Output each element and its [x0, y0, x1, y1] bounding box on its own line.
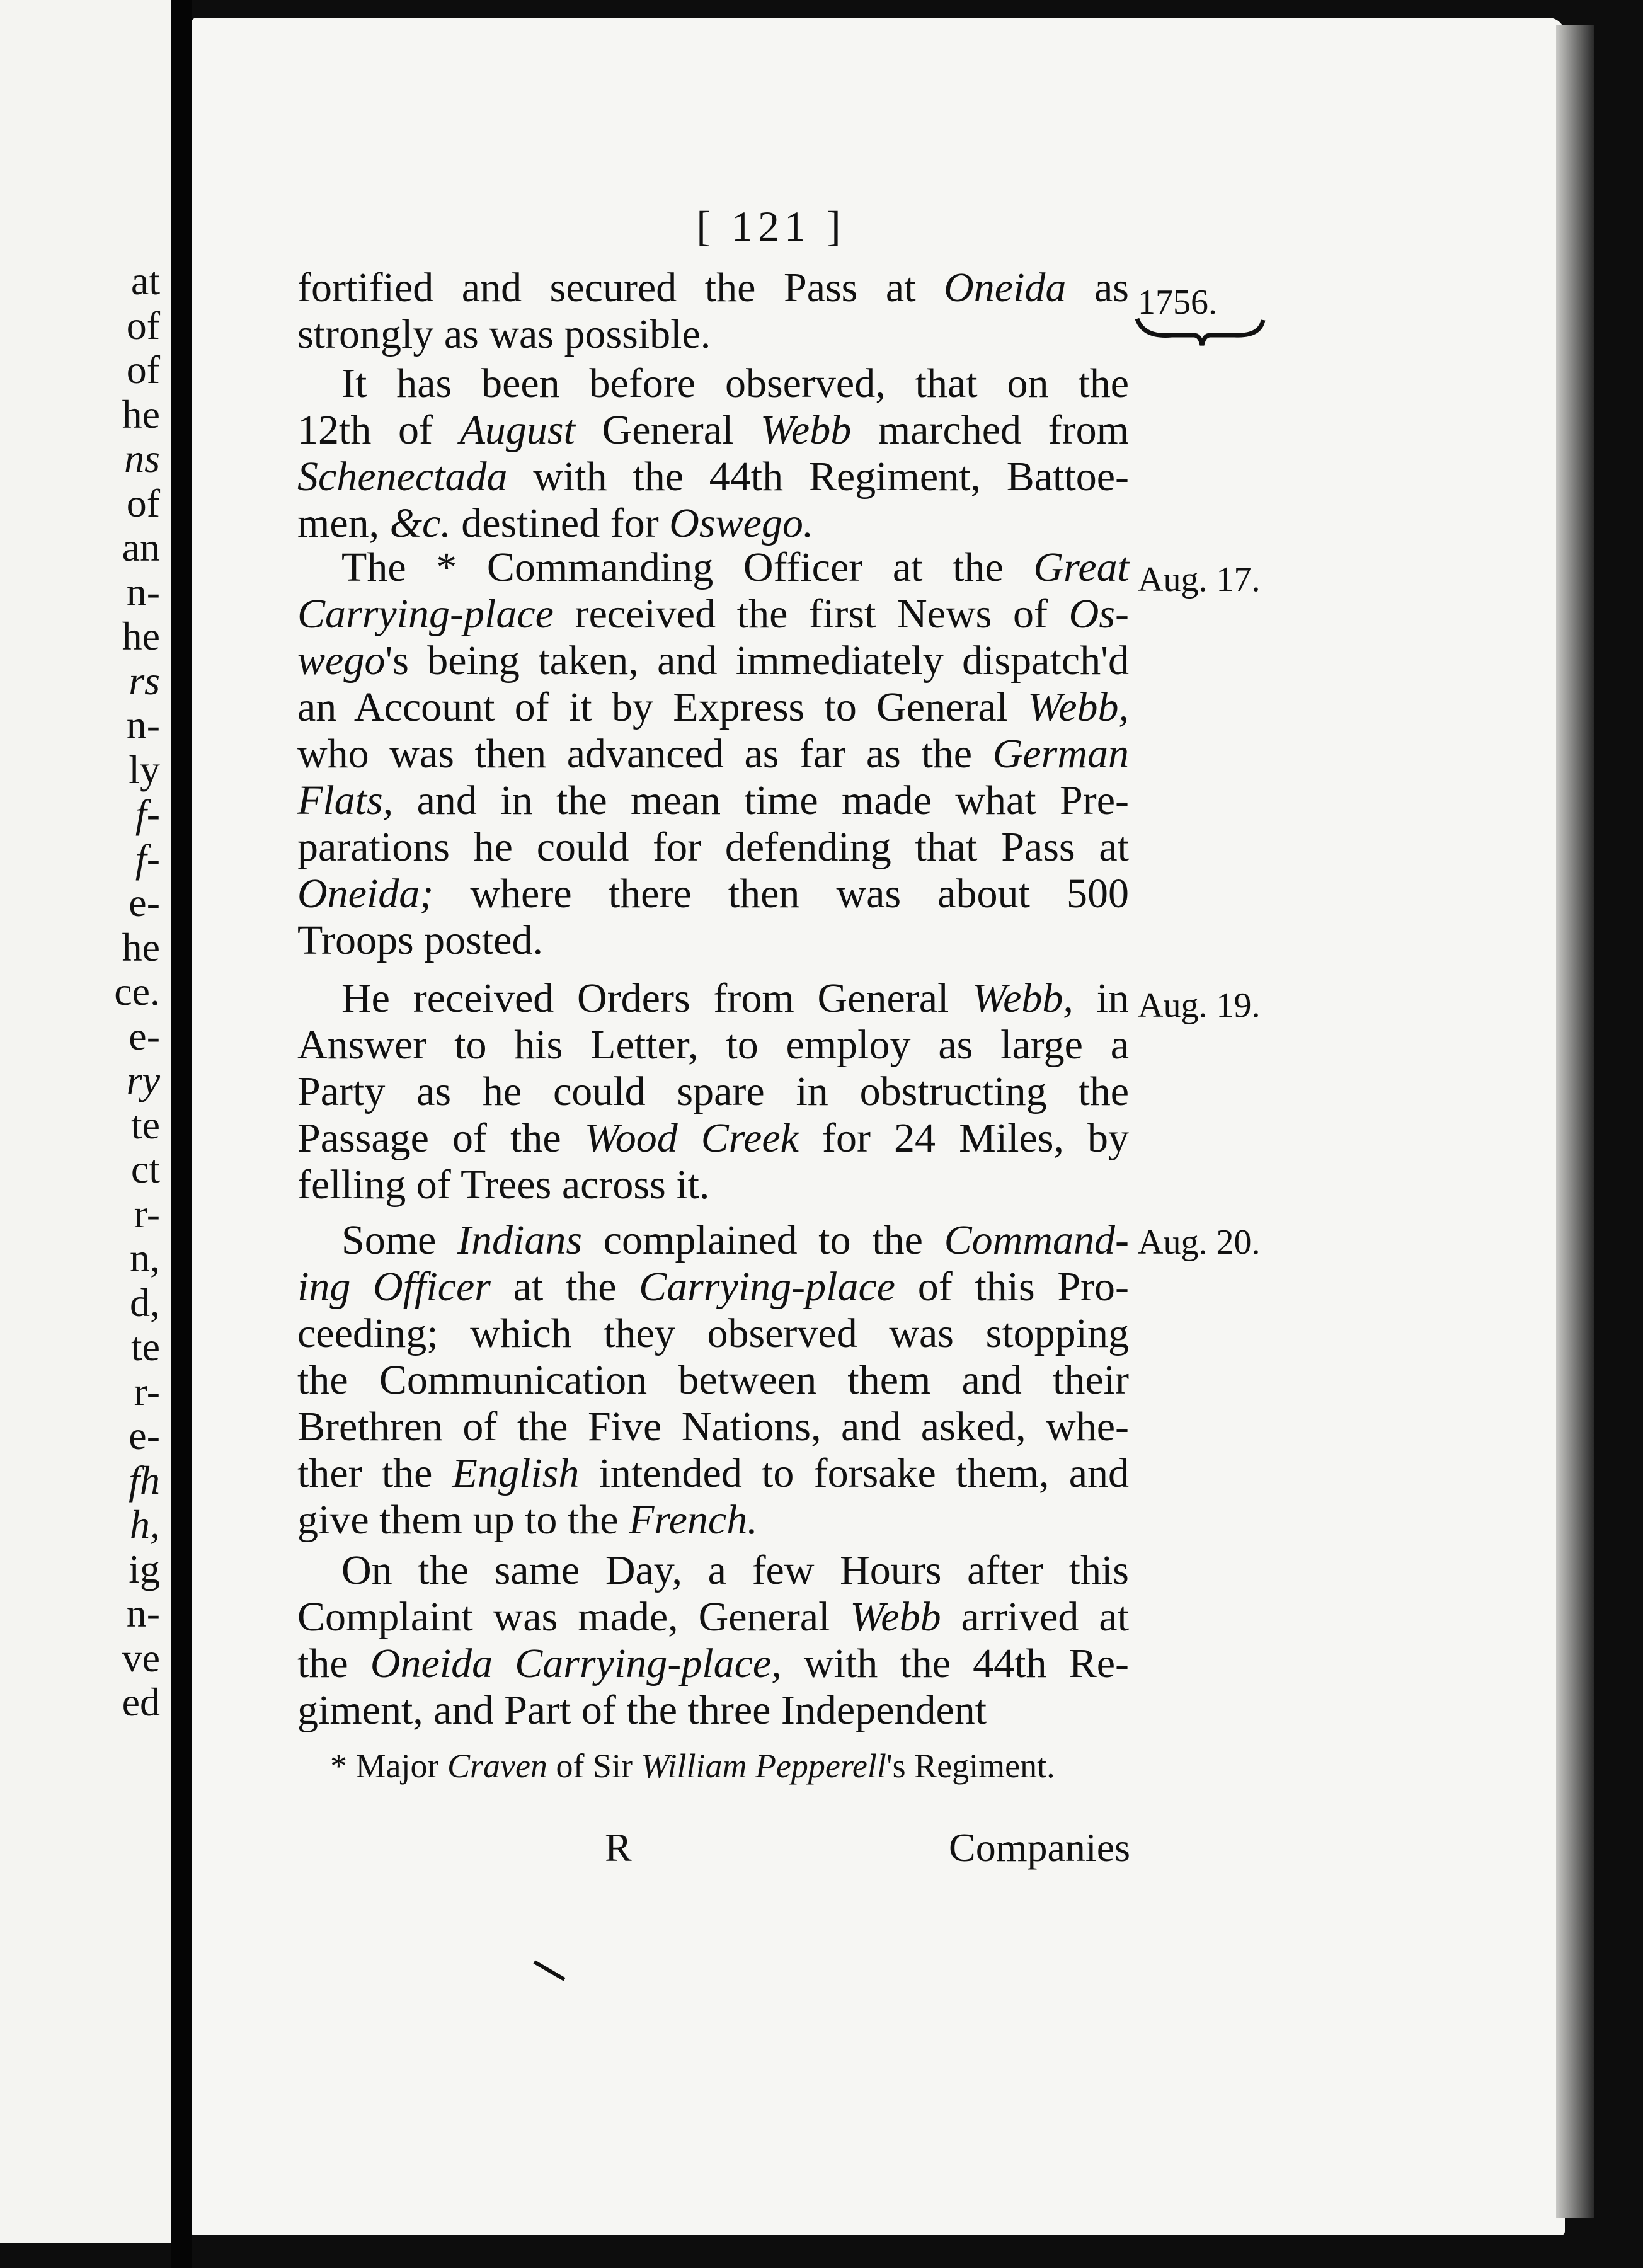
text-line	[297, 1022, 1129, 1068]
text-segment: an Account of it by Express to General	[297, 684, 1028, 730]
left-page-fragment: ry	[126, 1058, 160, 1102]
text-line	[297, 824, 1129, 871]
text-segment: ing Officer	[297, 1264, 491, 1310]
text-segment: Indians	[457, 1217, 583, 1263]
text-segment: parations he could for defending that Pass at	[297, 824, 1129, 870]
text-line	[297, 1450, 1129, 1497]
text-segment: Party as he could spare in obstructing the	[297, 1068, 1129, 1114]
left-page-fragment: ns	[124, 436, 160, 481]
text-line	[297, 1162, 1129, 1208]
left-page-fragment: n-	[126, 1591, 160, 1635]
text-segment: destined for	[450, 500, 670, 546]
footnote-part: of Sir	[547, 1747, 641, 1785]
text-segment: for 24 Miles, by	[798, 1115, 1129, 1161]
left-page-fragment: of	[126, 480, 160, 525]
text-line	[297, 311, 1129, 358]
text-segment: felling of Trees across it.	[297, 1162, 710, 1208]
text-line	[297, 360, 1129, 407]
left-page-fragment: h,	[130, 1502, 160, 1547]
text-segment: Passage of the	[297, 1115, 585, 1161]
text-segment: Oneida	[944, 265, 1067, 311]
text-line	[297, 1264, 1129, 1310]
paragraph	[297, 544, 1129, 964]
text-segment: wego	[297, 638, 386, 684]
text-line	[297, 684, 1129, 731]
text-line	[297, 1357, 1129, 1404]
text-segment: Carrying-place	[297, 591, 554, 637]
text-segment: Webb,	[1028, 684, 1129, 730]
text-line	[297, 638, 1129, 684]
text-segment: at the	[490, 1264, 639, 1310]
text-segment: English	[452, 1450, 580, 1496]
left-page-fragment: n-	[126, 702, 160, 747]
text-segment: where there then was about 500	[433, 871, 1129, 917]
text-segment: Carrying-place	[639, 1264, 896, 1310]
text-segment: Webb	[760, 407, 852, 453]
text-segment: complained to the	[582, 1217, 944, 1263]
text-segment: the	[297, 1641, 370, 1687]
left-page-fragment: r-	[134, 1368, 160, 1414]
text-line	[297, 1068, 1129, 1115]
left-page-fragment: te	[130, 1324, 160, 1369]
footnote-name-craven: Craven	[447, 1747, 547, 1785]
page-number: [ 121 ]	[696, 202, 846, 250]
paragraph	[297, 1547, 1129, 1734]
left-page-fragment: n,	[130, 1235, 160, 1280]
text-line	[297, 454, 1129, 500]
text-line	[297, 1687, 1129, 1734]
left-page-fragment: ed	[122, 1680, 160, 1724]
left-page-fragment: ly	[129, 747, 160, 792]
book-gutter	[171, 0, 192, 2268]
text-line	[297, 777, 1129, 824]
left-page-fragment: he	[122, 614, 160, 658]
text-line	[297, 917, 1129, 964]
left-page-fragment: te	[130, 1102, 160, 1147]
text-segment: intended to forsake them, and	[579, 1450, 1129, 1496]
text-line	[297, 407, 1129, 454]
text-segment: French.	[629, 1497, 758, 1543]
text-line	[297, 544, 1129, 591]
footnote	[330, 1746, 1149, 1785]
book-page	[192, 18, 1565, 2235]
text-segment: fortified and secured the Pass at	[297, 265, 944, 311]
text-line	[297, 731, 1129, 777]
text-segment: Webb	[850, 1594, 941, 1640]
left-page-fragment: of	[126, 302, 160, 348]
text-segment: Great	[1033, 544, 1129, 590]
text-segment: and in the mean time made what Pre-	[393, 777, 1129, 823]
left-page-fragment: he	[122, 391, 160, 437]
left-page-fragment: at	[130, 258, 160, 303]
text-segment: Schenectada	[297, 454, 508, 500]
left-page-fragment: he	[122, 924, 160, 970]
left-page-fragment: ve	[122, 1635, 160, 1680]
text-line	[297, 1310, 1129, 1357]
text-line	[297, 500, 1129, 547]
paragraph	[297, 975, 1129, 1208]
text-segment: Webb,	[972, 975, 1073, 1021]
text-segment: Brethren of the Five Nations, and asked, whe-	[297, 1404, 1129, 1450]
left-page-fragment: ig	[129, 1546, 160, 1591]
text-segment: received the first News of	[553, 591, 1069, 637]
left-page-fragment: e-	[129, 1413, 160, 1458]
text-line	[297, 1594, 1129, 1641]
text-line	[297, 591, 1129, 638]
left-page-fragment: e-	[129, 1013, 160, 1058]
left-page-fragment: fh	[129, 1457, 160, 1503]
paragraph	[297, 265, 1129, 358]
text-segment: Flats,	[297, 777, 394, 823]
margin-note-aug17: Aug. 17.	[1138, 560, 1261, 599]
left-page-fragment: n-	[126, 569, 160, 614]
margin-note-aug19: Aug. 19.	[1138, 986, 1261, 1025]
text-segment: Oneida Carrying-place,	[370, 1641, 782, 1687]
text-segment: Oneida;	[297, 871, 434, 917]
text-segment: with the 44th Re-	[781, 1641, 1129, 1687]
footnote-part: 's Regiment.	[886, 1747, 1055, 1785]
text-segment: German	[992, 731, 1129, 777]
text-segment: give them up to the	[297, 1497, 629, 1543]
text-segment: with the 44th Regiment, Battoe-	[507, 454, 1129, 500]
text-segment: The * Commanding Officer at the	[341, 544, 1034, 590]
text-segment: ther the	[297, 1450, 452, 1496]
text-segment: giment, and Part of the three Independent	[297, 1687, 987, 1733]
left-page-fragment: r-	[134, 1191, 160, 1236]
text-line	[297, 975, 1129, 1022]
text-line	[297, 1547, 1129, 1594]
left-page-fragment: of	[126, 347, 160, 392]
text-line	[297, 1641, 1129, 1687]
left-page-fragment: f-	[135, 835, 160, 881]
text-segment: who was then advanced as far as the	[297, 731, 993, 777]
text-segment: Answer to his Letter, to employ as large a	[297, 1022, 1129, 1068]
text-line	[297, 1217, 1129, 1264]
text-segment: General	[575, 407, 761, 453]
text-segment: ceeding; which they observed was stopping	[297, 1310, 1129, 1356]
text-segment: 's being taken, and immediately dispatch'd	[385, 638, 1129, 684]
text-segment: August	[459, 407, 575, 453]
text-segment: Troops posted.	[297, 917, 543, 963]
text-segment: 12th of	[297, 407, 460, 453]
left-page-fragment: ce.	[114, 969, 160, 1014]
page-edge	[1556, 25, 1594, 2218]
footnote-name-pepperell: William Pepperell	[641, 1747, 886, 1785]
text-segment: the Communication between them and their	[297, 1357, 1129, 1403]
left-page-fragment: d,	[130, 1280, 160, 1325]
text-segment: men,	[297, 500, 390, 546]
margin-year: 1756.	[1138, 283, 1217, 322]
text-segment: Some	[341, 1217, 458, 1263]
text-segment: of this Pro-	[895, 1264, 1130, 1310]
text-segment: He received Orders from General	[341, 975, 973, 1021]
paragraph	[297, 1217, 1129, 1544]
signature-mark: R	[605, 1825, 632, 1870]
text-line	[297, 1115, 1129, 1162]
text-segment: It has been before observed, that on the	[341, 360, 1129, 406]
text-segment: Complaint was made, General	[297, 1594, 850, 1640]
catchword: Companies	[949, 1825, 1130, 1870]
text-segment: On the same Day, a few Hours after this	[341, 1547, 1129, 1593]
text-segment: as	[1066, 265, 1129, 311]
text-segment: &c.	[389, 500, 451, 546]
text-segment: in	[1073, 975, 1130, 1021]
text-line	[297, 1497, 1129, 1544]
text-segment: Os-	[1068, 591, 1129, 637]
text-segment: strongly as was possible.	[297, 311, 711, 357]
left-facing-page	[0, 0, 178, 2243]
text-segment: Wood Creek	[584, 1115, 799, 1161]
left-page-fragment: rs	[129, 658, 160, 703]
left-page-fragment: e-	[129, 880, 160, 925]
text-segment: arrived at	[941, 1594, 1129, 1640]
margin-note-aug20: Aug. 20.	[1138, 1223, 1261, 1262]
text-line	[297, 1404, 1129, 1450]
footnote-part: * Major	[330, 1747, 447, 1785]
text-line	[297, 871, 1129, 917]
left-page-fragment: an	[122, 525, 160, 570]
text-segment: Oswego.	[669, 500, 814, 546]
text-segment: Command-	[944, 1217, 1129, 1263]
year-brace-ornament	[1134, 312, 1266, 350]
left-page-fragment: ct	[130, 1147, 160, 1191]
text-segment: marched from	[851, 407, 1129, 453]
left-page-fragment: f-	[135, 791, 160, 836]
stray-ink-mark	[532, 1958, 570, 1983]
paragraph	[297, 360, 1129, 547]
text-line	[297, 265, 1129, 311]
